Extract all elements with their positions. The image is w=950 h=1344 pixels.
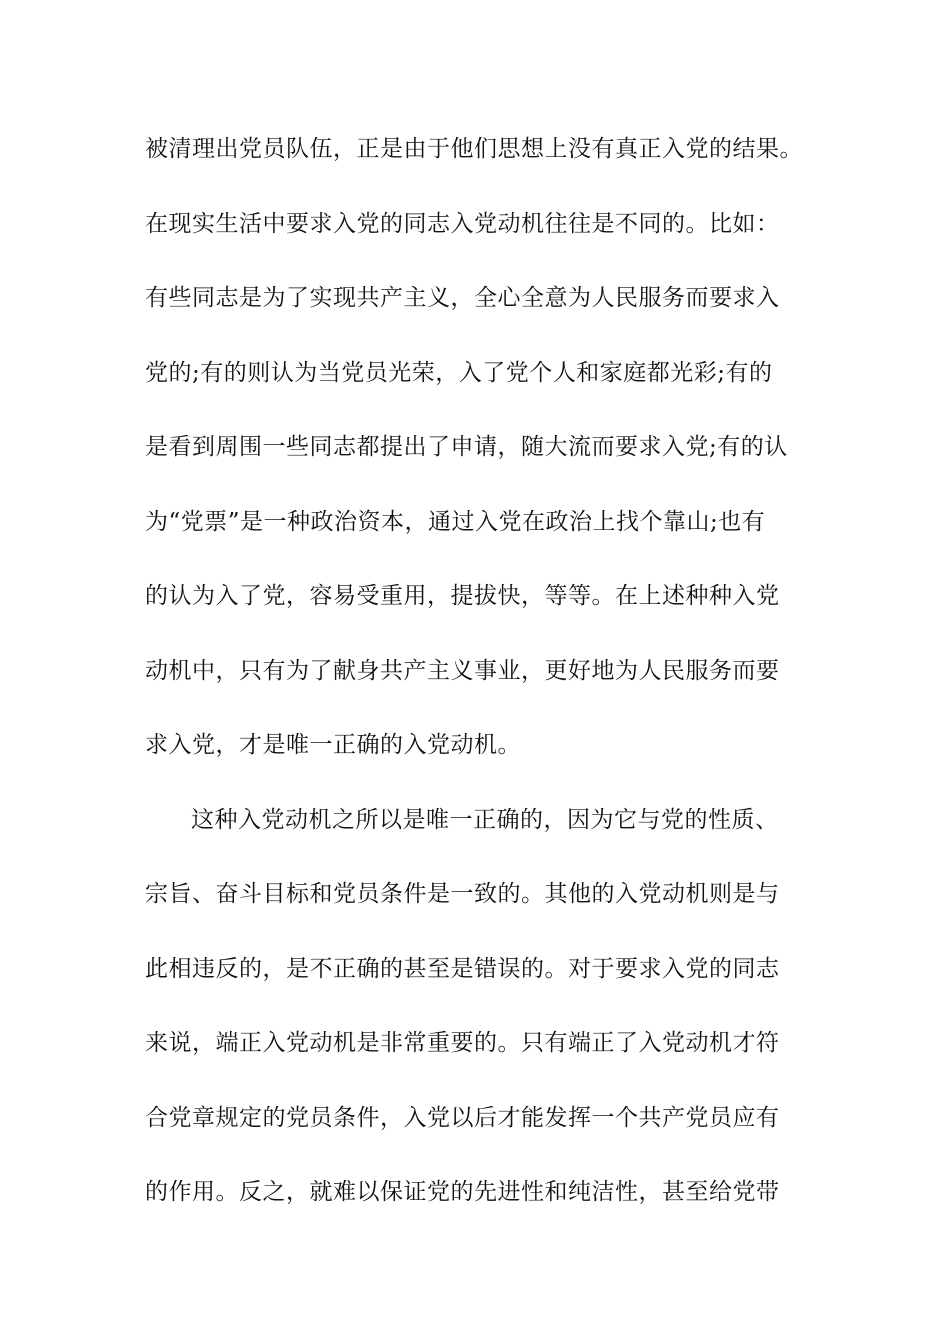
text-line: 求入党，才是唯一正确的入党动机。 bbox=[145, 732, 521, 758]
text-line: 合党章规定的党员条件，入党以后才能发挥一个共产党员应有 bbox=[145, 1104, 780, 1131]
body-text bbox=[145, 128, 810, 1246]
text-line: 此相违反的，是不正确的甚至是错误的。对于要求入党的同志 bbox=[145, 955, 780, 982]
text-line: 是看到周围一些同志都提出了申请，随大流而要求入党;有的认 bbox=[145, 434, 788, 460]
text-line: 的作用。反之，就难以保证党的先进性和纯洁性，甚至给党带 bbox=[145, 1179, 780, 1205]
text-line: 有些同志是为了实现共产主义，全心全意为人民服务而要求入 bbox=[145, 285, 780, 311]
text-line: 的认为入了党，容易受重用，提拔快，等等。在上述种种入党 bbox=[145, 583, 780, 609]
text-line: 动机中，只有为了献身共产主义事业，更好地为人民服务而要 bbox=[145, 657, 780, 684]
text-line: 被清理出党员队伍，正是由于他们思想上没有真正入党的结果。 bbox=[145, 136, 803, 162]
text-line: 宗旨、奋斗目标和党员条件是一致的。其他的入党动机则是与 bbox=[145, 881, 780, 907]
paragraph-start-line: 这种入党动机之所以是唯一正确的，因为它与党的性质、 bbox=[191, 806, 779, 833]
text-line: 为“党票”是一种政治资本，通过入党在政治上找个靠山;也有 bbox=[145, 508, 766, 535]
text-line: 来说，端正入党动机是非常重要的。只有端正了入党动机才符 bbox=[145, 1030, 780, 1056]
text-line: 党的;有的则认为当党员光荣，入了党个人和家庭都光彩;有的 bbox=[145, 359, 773, 386]
text-line: 在现实生活中要求入党的同志入党动机往往是不同的。比如： bbox=[145, 210, 780, 237]
